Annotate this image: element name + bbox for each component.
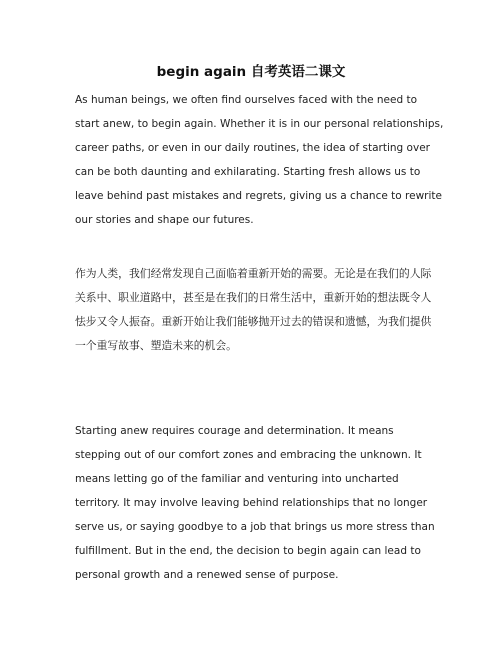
text-line: our stories and shape our futures.: [75, 214, 254, 226]
text-line: means letting go of the familiar and venturing into uncharted: [75, 473, 399, 485]
paragraph-chinese-1: [75, 262, 431, 358]
text-line: leave behind past mistakes and regrets, giving us a chance to rewrite: [75, 190, 442, 202]
text-line: fulfillment. But in the end, the decision to begin again can lead to: [75, 545, 421, 557]
text-line: 怯步又令人振奋。重新开始让我们能够抛开过去的错误和遗憾，为我们提供: [75, 315, 432, 328]
text-line: 作为人类，我们经常发现自己面临着重新开始的需要。无论是在我们的人际: [75, 267, 432, 280]
text-line: can be both daunting and exhilarating. Starting fresh allows us to: [75, 166, 421, 178]
document-title: begin again 自考英语二课文: [156, 64, 346, 80]
text-line: As human beings, we often find ourselves faced with the need to: [75, 94, 418, 106]
paragraph-english-2: [75, 419, 435, 587]
text-line: Starting anew requires courage and determination. It means: [75, 425, 394, 437]
text-line: 关系中、职业道路中，甚至是在我们的日常生活中，重新开始的想法既令人: [75, 291, 432, 304]
text-line: start anew, to begin again. Whether it is in our personal relationships,: [75, 118, 444, 130]
text-line: stepping out of our comfort zones and embracing the unknown. It: [75, 449, 422, 461]
text-line: serve us, or saying goodbye to a job that brings us more stress than: [75, 521, 435, 533]
paragraph-english-1: [75, 88, 444, 232]
text-line: 一个重写故事、塑造未来的机会。: [75, 339, 237, 352]
text-line: career paths, or even in our daily routines, the idea of starting over: [75, 142, 430, 154]
text-line: personal growth and a renewed sense of purpose.: [75, 569, 339, 581]
text-line: territory. It may involve leaving behind relationships that no longer: [75, 497, 428, 509]
